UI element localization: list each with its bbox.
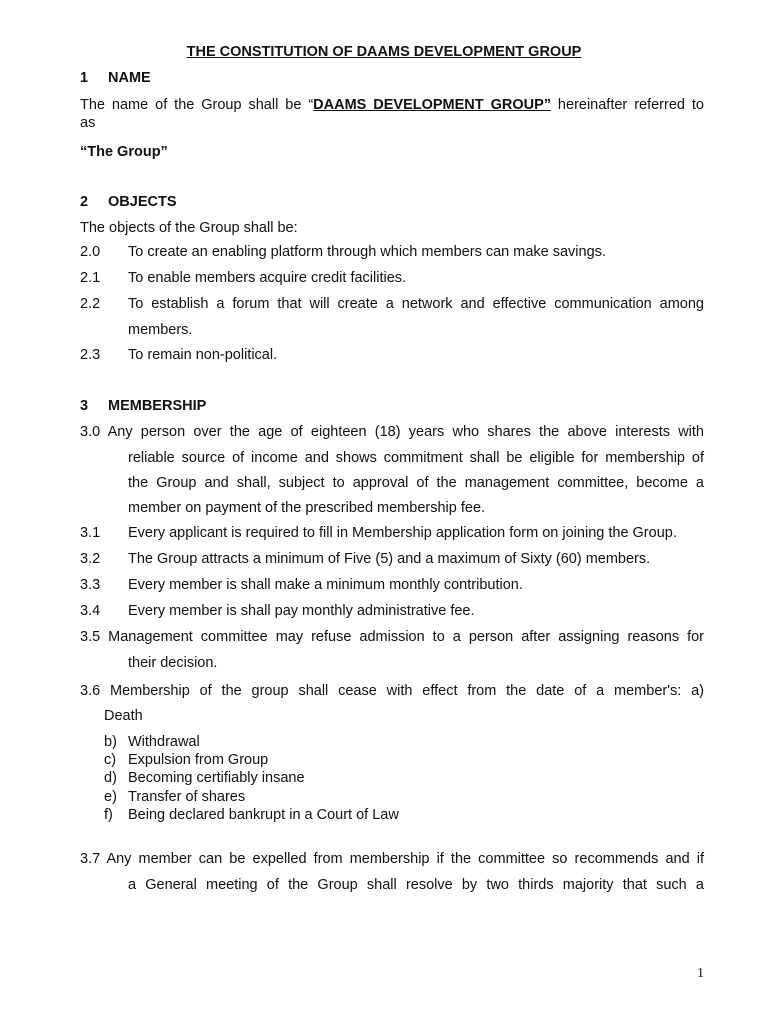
section-title: NAME [108,70,151,86]
section-3-heading [80,397,206,415]
section-1-heading [80,69,151,87]
item-text: To enable members acquire credit facilities. [128,270,407,286]
group-alias: “The Group” [80,144,168,160]
clause-3-0-line-3: the Group and shall, subject to approval of the management committee, become a [128,475,704,491]
item-number: 3.3 [80,577,101,593]
list-item [104,733,200,751]
item-text: To remain non-political. [128,347,278,363]
list-marker: f) [104,807,113,823]
page-number: 1 [697,966,704,981]
section-2-heading [80,193,177,211]
item-number: 2.2 [80,296,101,312]
item-text: To create an enabling platform through which members can make savings. [128,244,606,260]
clause-3-7-line-1: 3.7 Any member can be expelled from membership if the committee so recommends and if [80,851,704,867]
name-text: The name of the Group shall be “ [80,97,314,113]
clause-3-0-line-2: reliable source of income and shows commitment shall be eligible for membership of [128,450,704,466]
list-marker: c) [104,752,117,768]
name-text-end: hereinafter referred to [551,97,704,113]
clause-3-7-line-2: a General meeting of the Group shall resolve by two thirds majority that such a [128,877,704,893]
list-item [104,769,305,787]
item-text-continued: members. [128,322,193,338]
clause-3-0-line-4: member on payment of the prescribed membership fee. [128,500,486,516]
objects-intro: The objects of the Group shall be: [80,220,298,236]
section-title: OBJECTS [108,194,177,210]
section-1-line-1 [80,96,704,114]
section-number: 2 [80,194,89,210]
section-1-line-2: as [80,115,96,131]
list-marker: d) [104,770,117,786]
clause-3-6-line-2: Death [104,708,143,724]
group-name: DAAMS DEVELOPMENT GROUP” [313,97,551,113]
clause-3-5-line-2: their decision. [128,655,218,671]
list-text: Transfer of shares [128,789,246,805]
section-number: 3 [80,398,89,414]
item-number: 3.2 [80,551,101,567]
list-item [104,806,399,824]
section-title: MEMBERSHIP [108,398,207,414]
list-item [104,751,268,769]
document-title: THE CONSTITUTION OF DAAMS DEVELOPMENT GROUP [186,44,582,60]
item-text: Every member is shall pay monthly administrative fee. [128,603,475,619]
list-text: Being declared bankrupt in a Court of Law [128,807,399,823]
clause-3-6-line-1: 3.6 Membership of the group shall cease with effect from the date of a member's: a) [80,683,704,699]
item-text: Every member is shall make a minimum monthly contribution. [128,577,523,593]
list-text: Withdrawal [128,734,200,750]
item-text: The Group attracts a minimum of Five (5) and a maximum of Sixty (60) members. [128,551,651,567]
clause-3-5-line-1: 3.5 Management committee may refuse admission to a person after assigning reasons for [80,629,704,645]
list-text: Becoming certifiably insane [128,770,305,786]
item-number: 3.1 [80,525,101,541]
section-number: 1 [80,70,89,86]
item-text: Every applicant is required to fill in Membership application form on joining the Group. [128,525,677,541]
list-text: Expulsion from Group [128,752,269,768]
clause-3-0-line-1: 3.0 Any person over the age of eighteen (18) years who shares the above interests with [80,424,704,440]
list-marker: e) [104,789,117,805]
item-number: 2.3 [80,347,101,363]
item-number: 2.1 [80,270,101,286]
list-item [104,788,245,806]
item-text: To establish a forum that will create a network and effective communication among [128,296,704,312]
item-number: 3.4 [80,603,101,619]
item-number: 2.0 [80,244,101,260]
list-marker: b) [104,734,117,750]
